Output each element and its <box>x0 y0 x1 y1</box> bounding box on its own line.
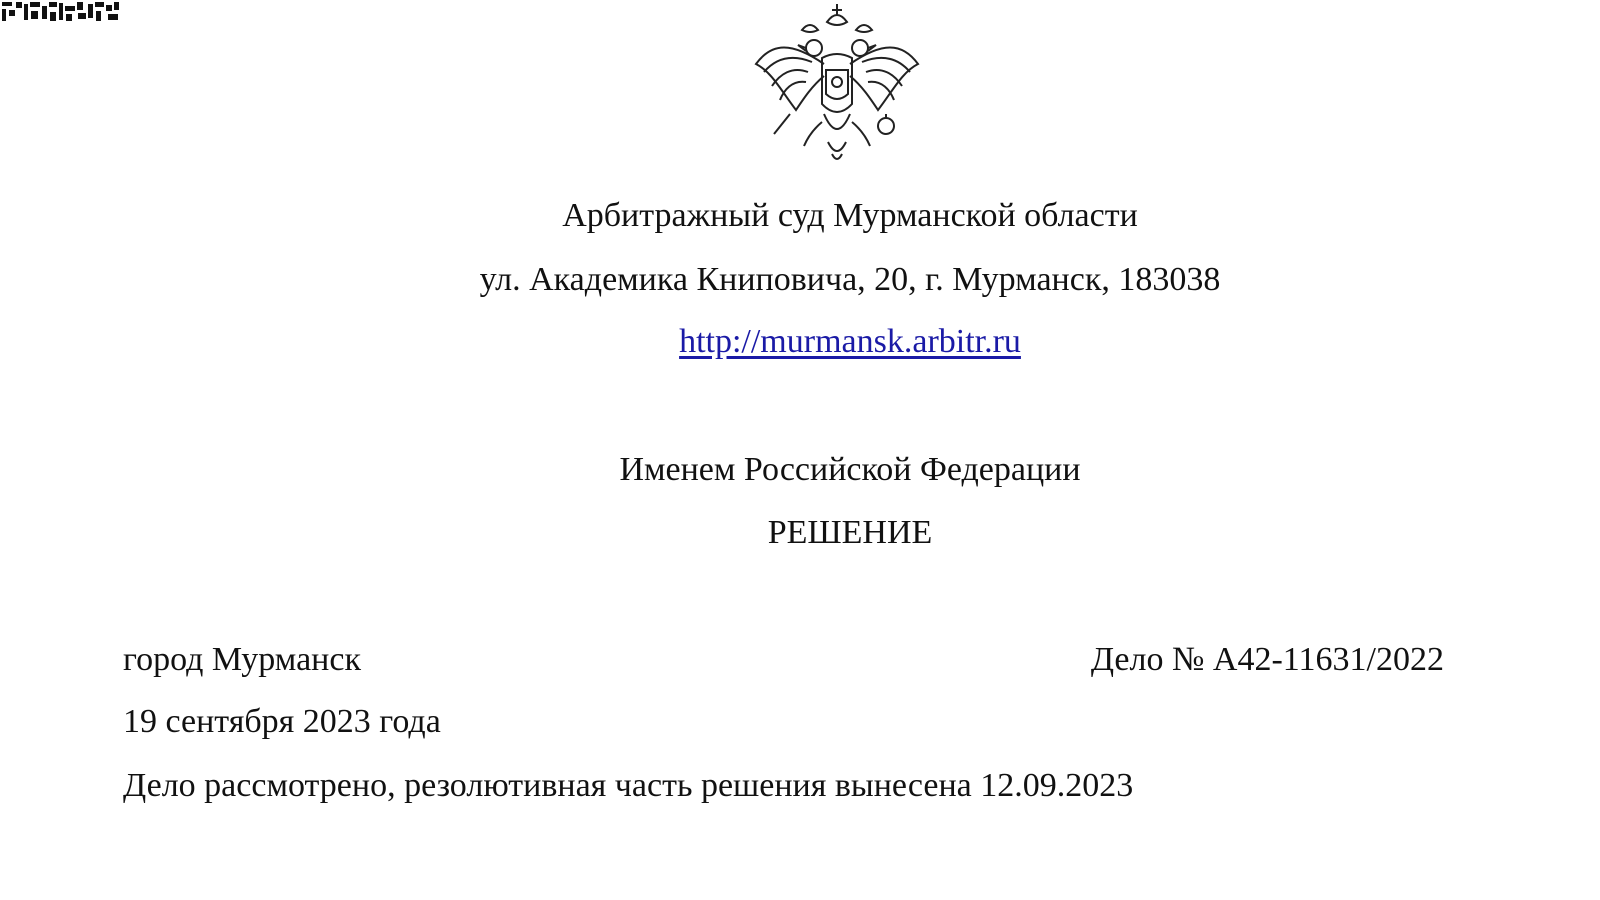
court-address: ул. Академика Книповича, 20, г. Мурманск, 183038 <box>479 261 1221 298</box>
court-website-link[interactable]: http://murmansk.arbitr.ru <box>679 323 1021 360</box>
court-website-line <box>50 322 1600 362</box>
russian-coat-of-arms-icon <box>752 2 922 172</box>
resolution-note: Дело рассмотрено, резолютивная часть решения вынесена 12.09.2023 <box>123 767 1134 804</box>
barcode-icon <box>0 0 122 24</box>
city: город Мурманск <box>123 641 361 678</box>
court-name: Арбитражный суд Мурманской области <box>562 197 1138 234</box>
on-behalf-heading: Именем Российской Федерации <box>619 451 1081 488</box>
case-number: Дело № А42-11631/2022 <box>1090 641 1444 678</box>
document-type-heading: РЕШЕНИЕ <box>767 514 933 551</box>
decision-date: 19 сентября 2023 года <box>123 703 441 740</box>
